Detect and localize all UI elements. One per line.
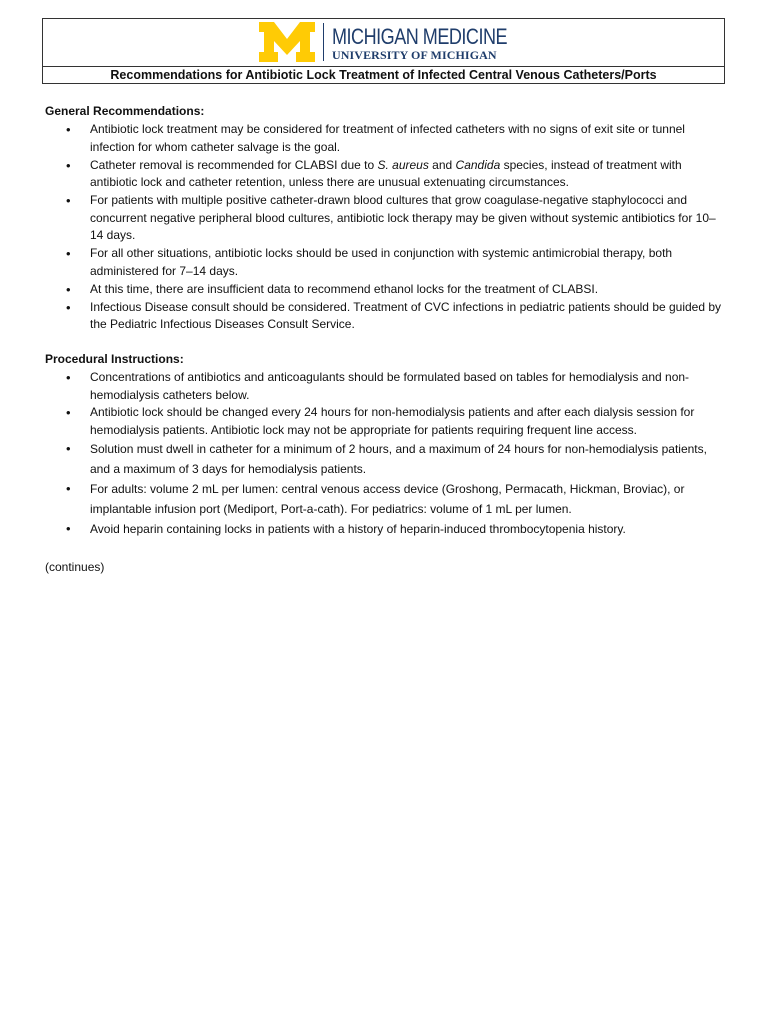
logo-title: MICHIGAN MEDICINE — [332, 24, 508, 49]
block-m-logo — [259, 22, 315, 62]
continues-note: (continues) — [45, 560, 105, 574]
list-item: • Antibiotic lock treatment may be considered for treatment of infected catheters with no signs of exit site or tunnel infection for whom catheter salvage is the goal. — [45, 121, 725, 156]
list-item: • For patients with multiple positive catheter-drawn blood cultures that grow coagulase-negative staphylococci and concurrent negative peripheral blood cultures, antibiotic lock therapy may be given without systemic antibiotics for 10–14 days. — [45, 192, 725, 245]
logo-subtitle: UNIVERSITY OF MICHIGAN — [332, 48, 497, 62]
document-header — [42, 18, 725, 84]
list-item: • At this time, there are insufficient data to recommend ethanol locks for the treatment of CLABSI. — [45, 281, 725, 299]
list-item: • For adults: volume 2 mL per lumen: central venous access device (Groshong, Permacath, Hickman, Broviac), or implantable infusion port (Mediport, Port-a-cath). For pediatrics: volume of 1 mL per lumen. — [45, 479, 725, 519]
general-heading: General Recommendations: — [45, 104, 205, 118]
list-item: • Solution must dwell in catheter for a minimum of 2 hours, and a maximum of 24 hours for non-hemodialysis patients, and a maximum of 3 days for hemodialysis patients. — [45, 439, 725, 479]
procedural-heading: Procedural Instructions: — [45, 352, 184, 366]
list-item: • Avoid heparin containing locks in patients with a history of heparin-induced thrombocytopenia history. — [45, 519, 725, 539]
procedural-list — [45, 369, 725, 539]
list-item: • Catheter removal is recommended for CLABSI due to S. aureus and Candida species, instead of treatment with antibiotic lock and catheter retention, unless there are unusual extenuating circumstances. — [45, 157, 725, 192]
logo-divider — [323, 23, 324, 61]
list-item: • For all other situations, antibiotic locks should be used in conjunction with systemic antimicrobial therapy, both administered for 7–14 days. — [45, 245, 725, 280]
general-list — [45, 121, 725, 334]
list-item: • Antibiotic lock should be changed every 24 hours for non-hemodialysis patients and after each dialysis session for hemodialysis patients. Antibiotic lock may not be appropriate for patients requiring frequent line access. — [45, 404, 725, 439]
logo-row — [43, 19, 724, 67]
document-title: Recommendations for Antibiotic Lock Treatment of Infected Central Venous Catheters/Ports — [110, 68, 657, 82]
list-item: • Infectious Disease consult should be considered. Treatment of CVC infections in pediatric patients should be guided by the Pediatric Infectious Diseases Consult Service. — [45, 299, 725, 334]
list-item: • Concentrations of antibiotics and anticoagulants should be formulated based on tables for hemodialysis and non-hemodialysis catheters below. — [45, 369, 725, 404]
